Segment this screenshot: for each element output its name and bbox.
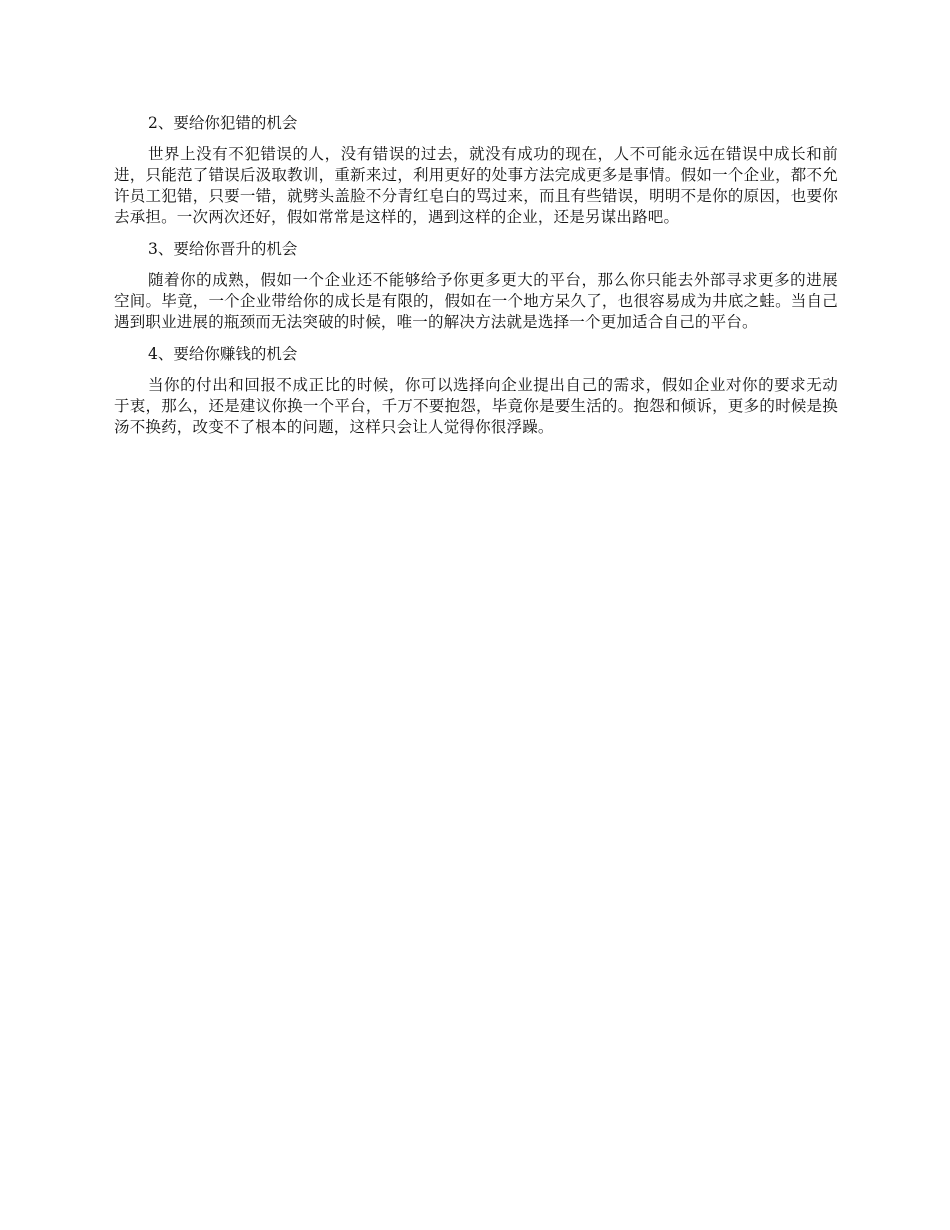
section-paragraph: 随着你的成熟，假如一个企业还不能够给予你更多更大的平台，那么你只能去外部寻求更多的进展空间。毕竟，一个企业带给你的成长是有限的，假如在一个地方呆久了，也很容易成为井底之蛙。当自己遇到职业进展的瓶颈而无法突破的时候，唯一的解决方法就是选择一个更加适合自己的平台。 [114,271,838,331]
section-heading: 3、要给你晋升的机会 [148,240,298,258]
document-page [114,112,838,448]
section-earning [114,343,838,438]
section-promotion [114,238,838,333]
section-heading: 4、要给你赚钱的机会 [148,345,298,363]
section-mistakes [114,112,838,228]
section-paragraph: 世界上没有不犯错误的人，没有错误的过去，就没有成功的现在，人不可能永远在错误中成长和前进，只能范了错误后汲取教训，重新来过，利用更好的处事方法完成更多是事情。假如一个企业，都不允许员工犯错，只要一错，就劈头盖脸不分青红皂白的骂过来，而且有些错误，明明不是你的原因，也要你去承担。一次两次还好，假如常常是这样的，遇到这样的企业，还是另谋出路吧。 [114,145,838,226]
section-paragraph: 当你的付出和回报不成正比的时候，你可以选择向企业提出自己的需求，假如企业对你的要求无动于衷，那么，还是建议你换一个平台，千万不要抱怨，毕竟你是要生活的。抱怨和倾诉，更多的时候是换汤不换药，改变不了根本的问题，这样只会让人觉得你很浮躁。 [114,376,838,436]
section-heading: 2、要给你犯错的机会 [148,114,298,132]
